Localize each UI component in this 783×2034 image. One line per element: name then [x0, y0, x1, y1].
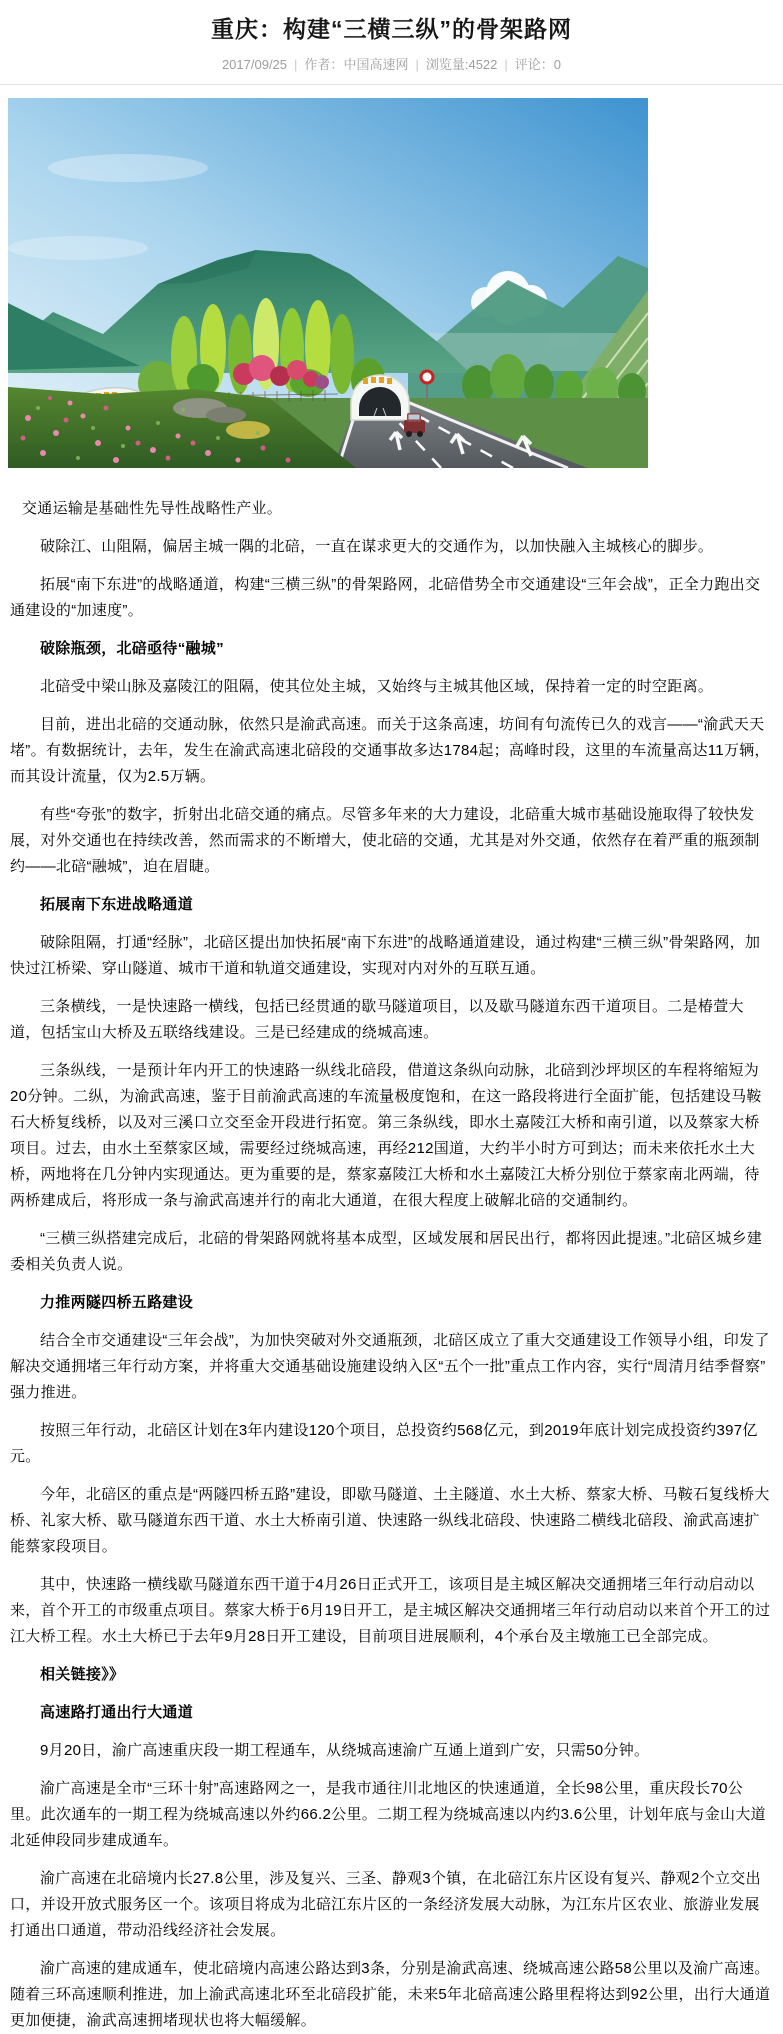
- article-paragraph: 破除江、山阻隔，偏居主城一隅的北碚，一直在谋求更大的交通作为，以加快融入主城核心的脚步。: [40, 538, 714, 555]
- meta-author-label: 作者：: [304, 57, 344, 72]
- article-paragraph: 按照三年行动，北碚区计划在3年内建设120个项目，总投资约568亿元，到2019年底计划完成投资约397亿元。: [10, 1422, 758, 1465]
- article-paragraph: 有些“夸张”的数字，折射出北碚交通的痛点。尽管多年来的大力建设，北碚重大城市基础设施取得了较快发展，对外交通也在持续改善，然而需求的不断增大，使北碚的交通，尤其是对外交通，依然存在着严重的瓶颈制约——北碚“融城”，迫在眉睫。: [10, 806, 760, 875]
- meta-date: 2017/09/25: [221, 57, 288, 72]
- article-paragraph: “三横三纵搭建完成后，北碚的骨架路网就将基本成型，区域发展和居民出行，都将因此提速。”北碚区城乡建委相关负责人说。: [10, 1230, 763, 1273]
- section-heading: 拓展南下东进战略通道: [40, 896, 194, 913]
- article-paragraph: 其中，快速路一横线歇马隧道东西干道于4月26日正式开工，该项目是主城区解决交通拥堵三年行动启动以来，首个开工的市级重点项目。蔡家大桥于6月19日开工，是主城区解决交通拥堵三年行动启动以来首个开工的过江大桥工程。水土大桥已于去年9月28日开工建设，目前项目进展顺利，4个承台及主墩施工已全部完成。: [10, 1576, 771, 1645]
- article-paragraph: 拓展“南下东进”的战略通道，构建“三横三纵”的骨架路网，北碚借势全市交通建设“三年会战”，正全力跑出交通建设的“加速度”。: [10, 576, 761, 619]
- article-body: [0, 496, 783, 2034]
- article-meta: [0, 56, 783, 73]
- article-paragraph: 目前，进出北碚的交通动脉，依然只是渝武高速。而关于这条高速，坊间有句流传已久的戏言——“渝武天天堵”。有数据统计，去年，发生在渝武高速北碚段的交通事故多达1784起；高峰时段，这里的车流量高达11万辆，而其设计流量，仅为2.5万辆。: [10, 716, 770, 785]
- meta-comments-label: 评论：: [514, 57, 554, 72]
- article-paragraph: 渝广高速在北碚境内长27.8公里，涉及复兴、三圣、静观3个镇，在北碚江东片区设有复兴、静观2个立交出口，并设开放式服务区一个。该项目将成为北碚江东片区的一条经济发展大动脉，为江东片区农业、旅游业发展打通出口通道，带动沿线经济社会发展。: [10, 1870, 761, 1939]
- article-paragraph: 今年，北碚区的重点是“两隧四桥五路”建设，即歇马隧道、土主隧道、水土大桥、蔡家大桥、马鞍石复线桥大桥、礼家大桥、歇马隧道东西干道、水土大桥南引道、快速路一纵线北碚段、快速路二横线北碚段、渝武高速扩能蔡家段项目。: [10, 1486, 770, 1555]
- section-heading: 相关链接》》: [40, 1666, 125, 1683]
- article-paragraph: 9月20日，渝广高速重庆段一期工程通车，从绕城高速渝广互通上道到广安，只需50分钟。: [40, 1742, 650, 1759]
- article-paragraph: 渝广高速是全市“三环十射”高速路网之一，是我市通往川北地区的快速通道，全长98公里，重庆段长70公里。此次通车的一期工程为绕城高速以外约66.2公里。二期工程为绕城高速以内约3.6公里，计划年底与金山大道北延伸段同步建成通车。: [10, 1780, 766, 1849]
- page-title: 重庆：构建“三横三纵”的骨架路网: [211, 16, 572, 42]
- article-paragraph: 渝广高速的建成通车，使北碚境内高速公路达到3条，分别是渝武高速、绕城高速公路58公里以及渝广高速。随着三环高速顺利推进，加上渝武高速北环至北碚段扩能，未来5年北碚高速公路里程将达到92公里，出行大通道更加便捷，渝武高速拥堵现状也将大幅缓解。: [10, 1960, 771, 2029]
- section-heading: 力推两隧四桥五路建设: [40, 1294, 194, 1311]
- section-heading: 破除瓶颈，北碚亟待“融城”: [40, 640, 224, 657]
- meta-separator: |: [294, 57, 298, 72]
- article-paragraph: 三条横线，一是快速路一横线，包括已经贯通的歇马隧道项目，以及歇马隧道东西干道项目。二是椿萱大道，包括宝山大桥及五联络线建设。三是已经建成的绕城高速。: [10, 998, 744, 1041]
- article-paragraph: 三条纵线，一是预计年内开工的快速路一纵线北碚段，借道这条纵向动脉，北碚到沙坪坝区的车程将缩短为20分钟。二纵，为渝武高速，鉴于目前渝武高速的车流量极度饱和，在这一路段将进行全面扩能，包括建设马鞍石大桥复线桥，以及对三溪口立交至金开段进行拓宽。第三条纵线，即水土嘉陵江大桥和南引道，以及蔡家大桥项目。过去，由水土至蔡家区域，需要经过绕城高速，再经212国道，大约半小时方可到达；而未来依托水土大桥，两地将在几分钟内实现通达。更为重要的是，蔡家嘉陵江大桥和水土嘉陵江大桥分别位于蔡家南北两端，待两桥建成后，将形成一条与渝武高速并行的南北大通道，在很大程度上破解北碚的交通制约。: [10, 1062, 762, 1209]
- meta-author: 中国高速网: [343, 57, 409, 72]
- meta-comments-count: 0: [553, 57, 562, 72]
- article-paragraph: 交通运输是基础性先导性战略性产业。: [22, 500, 283, 517]
- meta-separator: |: [504, 57, 508, 72]
- article-page: [0, 14, 783, 2034]
- article-paragraph: 破除阻隔，打通“经脉”，北碚区提出加快拓展“南下东进”的战略通道建设，通过构建“三横三纵”骨架路网，加快过江桥梁、穿山隧道、城市干道和轨道交通建设，实现对内对外的互联互通。: [10, 934, 761, 977]
- article-paragraph: 结合全市交通建设“三年会战”，为加快突破对外交通瓶颈，北碚区成立了重大交通建设工作领导小组，印发了解决交通拥堵三年行动方案，并将重大交通基础设施建设纳入区“五个一批”重点工作内容，实行“周清月结季督察”强力推进。: [10, 1332, 770, 1401]
- meta-views-label: 浏览量:: [425, 57, 469, 72]
- header-divider: [0, 84, 783, 85]
- article-paragraph: 北碚受中梁山脉及嘉陵江的阻隔，使其位处主城，又始终与主城其他区域，保持着一定的时空距离。: [40, 678, 714, 695]
- meta-views-count: 4522: [468, 57, 498, 72]
- article-image: [8, 98, 648, 468]
- meta-separator: |: [415, 57, 419, 72]
- section-heading: 高速路打通出行大通道: [40, 1704, 194, 1721]
